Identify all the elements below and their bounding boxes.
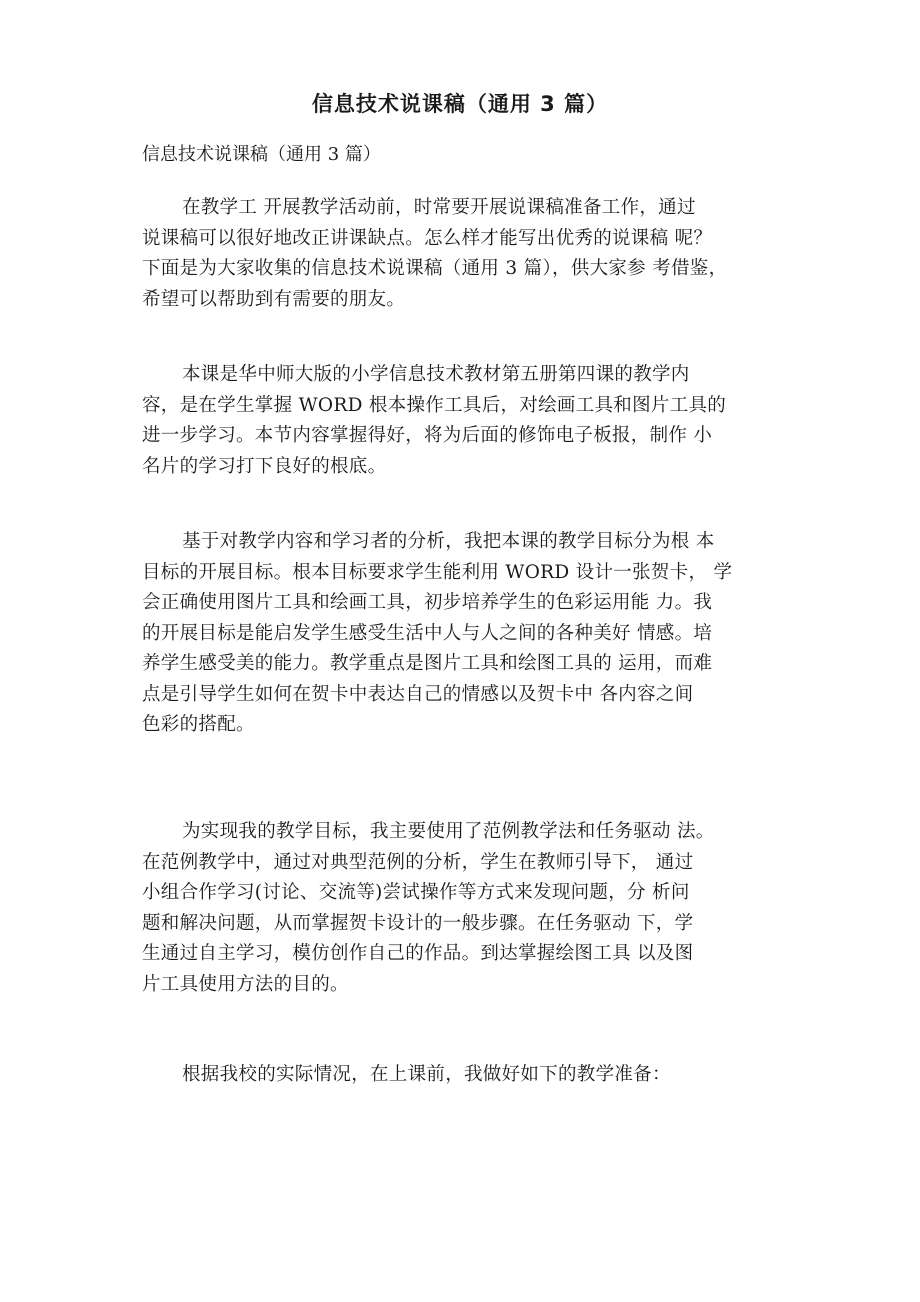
paragraph-line: 下面是为大家收集的信息技术说课稿（通用 3 篇），供大家参 考借鉴， <box>142 258 728 279</box>
paragraph-line: 容，是在学生掌握 WORD 根本操作工具后，对绘画工具和图片工具的 <box>142 394 727 416</box>
document-title: 信息技术说课稿（通用 3 篇） <box>311 92 609 116</box>
paragraph-line: 进一步学习。本节内容掌握得好，将为后面的修饰电子板报，制作 小 <box>142 425 713 446</box>
paragraph-line: 名片的学习打下良好的根底。 <box>142 455 387 477</box>
paragraph-line: 为实现我的教学目标，我主要使用了范例教学法和任务驱动 法。 <box>182 821 715 842</box>
paragraph-line: 片工具使用方法的目的。 <box>142 973 349 995</box>
paragraph-line: 的开展目标是能启发学生感受生活中人与人之间的各种美好 情感。培 <box>142 622 713 644</box>
paragraph-line: 点是引导学生如何在贺卡中表达自己的情感以及贺卡中 各内容之间 <box>142 683 694 705</box>
paragraph-line: 养学生感受美的能力。教学重点是图片工具和绘图工具的 运用，而难 <box>142 653 713 674</box>
paragraph-line: 希望可以帮助到有需要的朋友。 <box>142 288 406 310</box>
paragraph-line: 会正确使用图片工具和绘画工具，初步培养学生的色彩运用能 力。我 <box>142 592 713 613</box>
document-subtitle: 信息技术说课稿（通用 3 篇） <box>142 144 381 165</box>
paragraph-intro <box>142 193 802 315</box>
paragraph-line: 说课稿可以很好地改正讲课缺点。怎么样才能写出优秀的说课稿 呢？ <box>142 227 713 249</box>
paragraph-line: 根据我校的实际情况，在上课前，我做好如下的教学准备： <box>182 1064 671 1085</box>
paragraph-teaching-methods <box>142 817 802 1000</box>
paragraph-preparation <box>142 1060 802 1091</box>
paragraph-line: 基于对教学内容和学习者的分析，我把本课的教学目标分为根 本 <box>182 531 715 552</box>
paragraph-line: 目标的开展目标。根本目标要求学生能利用 WORD 设计一张贺卡， 学 <box>142 561 733 583</box>
paragraph-line: 小组合作学习(讨论、交流等)尝试操作等方式来发现问题，分 析问 <box>142 882 690 903</box>
paragraph-line: 色彩的搭配。 <box>142 714 255 735</box>
paragraph-content-analysis <box>142 360 802 482</box>
paragraph-line: 生通过自主学习，模仿创作自己的作品。到达掌握绘图工具 以及图 <box>142 943 694 964</box>
paragraph-line: 题和解决问题，从而掌握贺卡设计的一般步骤。在任务驱动 下，学 <box>142 912 694 934</box>
paragraph-teaching-goals <box>142 527 802 741</box>
paragraph-line: 在教学工 开展教学活动前，时常要开展说课稿准备工作，通过 <box>182 197 696 218</box>
paragraph-line: 本课是华中师大版的小学信息技术教材第五册第四课的教学内 <box>182 364 690 385</box>
paragraph-line: 在范例教学中，通过对典型范例的分析，学生在教师引导下， 通过 <box>142 851 694 873</box>
